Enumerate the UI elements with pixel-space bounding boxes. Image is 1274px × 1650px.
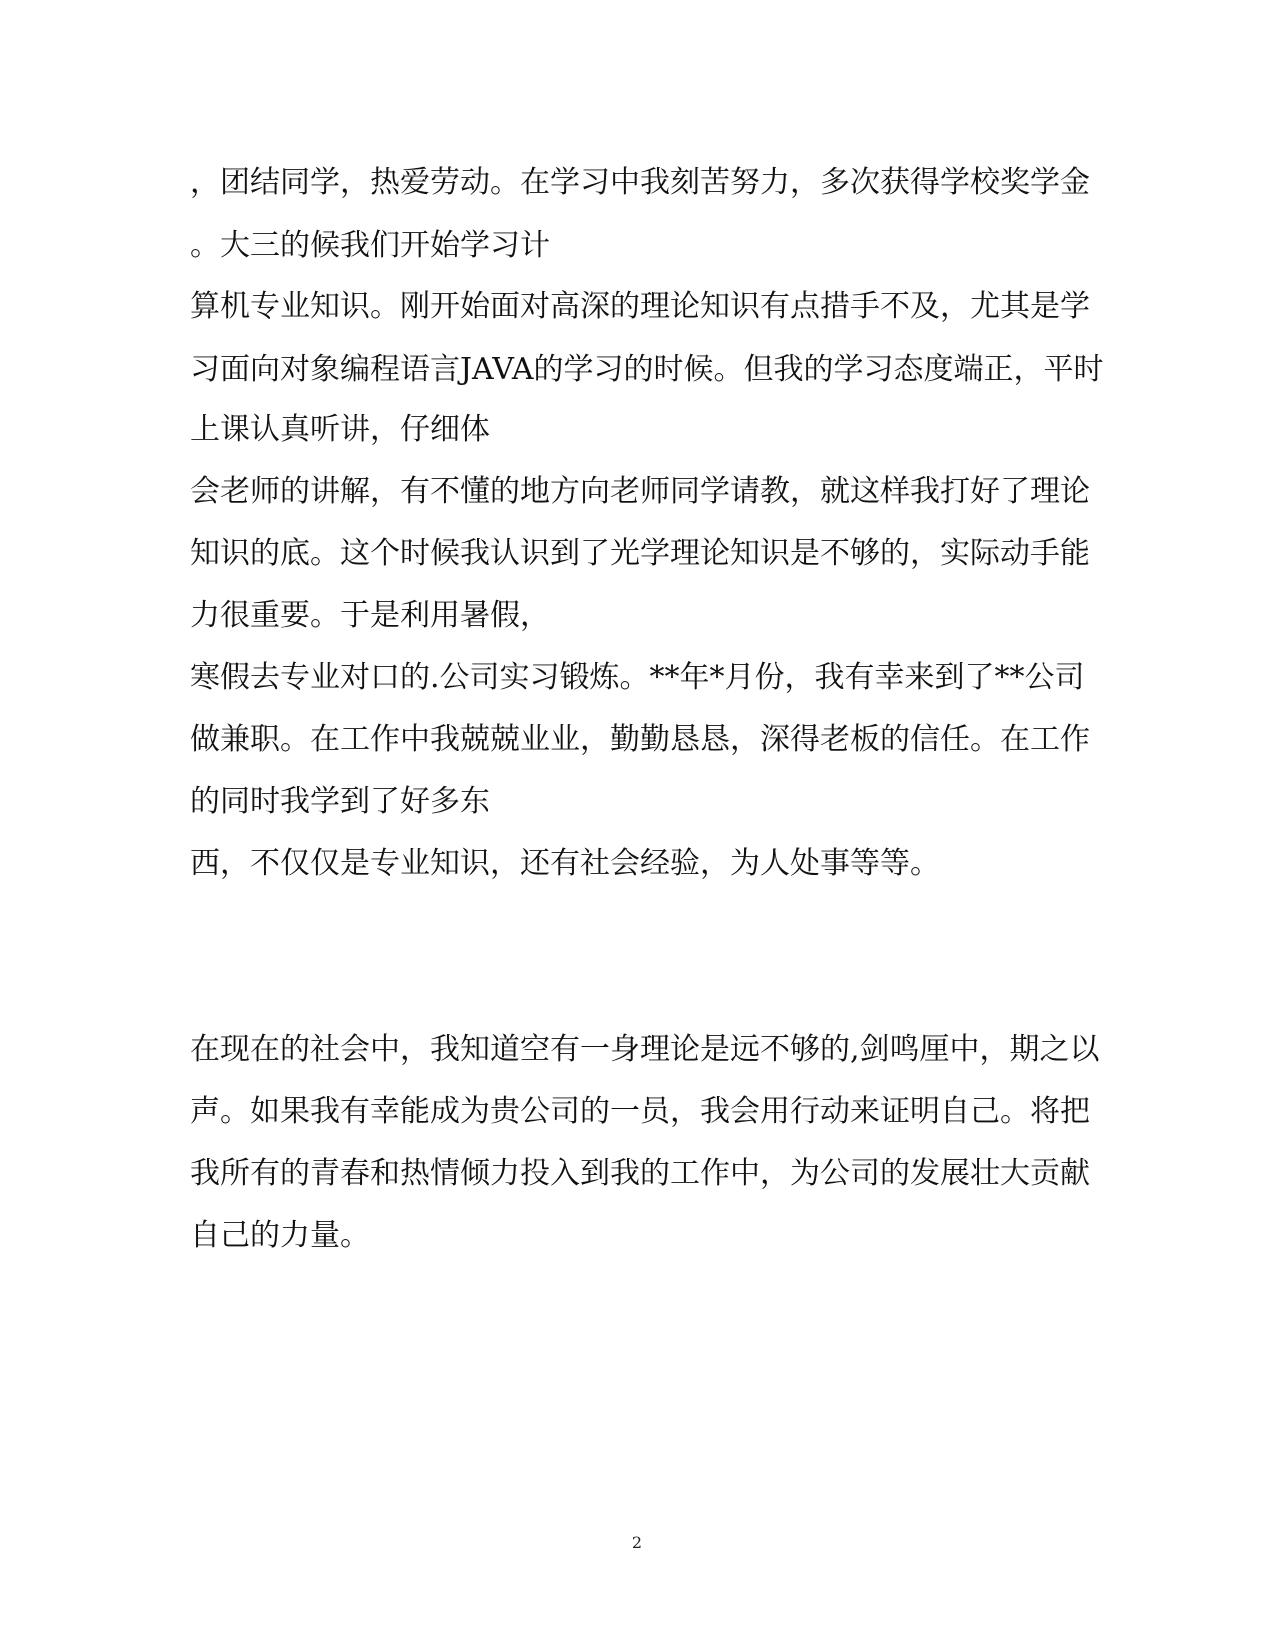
text-line: ，团结同学，热爱劳动。在学习中我刻苦努力，多次获得学校奖学金	[190, 165, 1090, 200]
text-line: 会老师的讲解，有不懂的地方向老师同学请教，就这样我打好了理论	[190, 474, 1090, 509]
text-line: 我所有的青春和热情倾力投入到我的工作中，为公司的发展壮大贡献	[190, 1156, 1090, 1191]
text-line: 力很重要。于是利用暑假，	[190, 598, 550, 633]
text-line: 知识的底。这个时候我认识到了光学理论知识是不够的，实际动手能	[190, 536, 1090, 571]
text-line: 算机专业知识。刚开始面对高深的理论知识有点措手不及，尤其是学	[190, 289, 1090, 324]
text-line: 自己的力量。	[190, 1218, 370, 1253]
text-line: 。大三的候我们开始学习计	[190, 228, 550, 263]
text-line: 西，不仅仅是专业知识，还有社会经验，为人处事等等。	[190, 846, 940, 881]
text-line: 在现在的社会中，我知道空有一身理论是远不够的,剑鸣厘中，期之以	[190, 1032, 1100, 1067]
page-number: 2	[631, 1533, 643, 1552]
text-line: 的同时我学到了好多东	[190, 784, 490, 819]
text-line: 做兼职。在工作中我兢兢业业，勤勤恳恳，深得老板的信任。在工作	[190, 722, 1090, 757]
text-line: 上课认真听讲，仔细体	[190, 412, 490, 447]
text-line: 寒假去专业对口的.公司实习锻炼。**年*月份，我有幸来到了**公司	[190, 660, 1085, 695]
text-line: 声。如果我有幸能成为贵公司的一员，我会用行动来证明自己。将把	[190, 1094, 1090, 1129]
text-line: 习面向对象编程语言JAVA的学习的时候。但我的学习态度端正，平时	[190, 352, 1104, 387]
